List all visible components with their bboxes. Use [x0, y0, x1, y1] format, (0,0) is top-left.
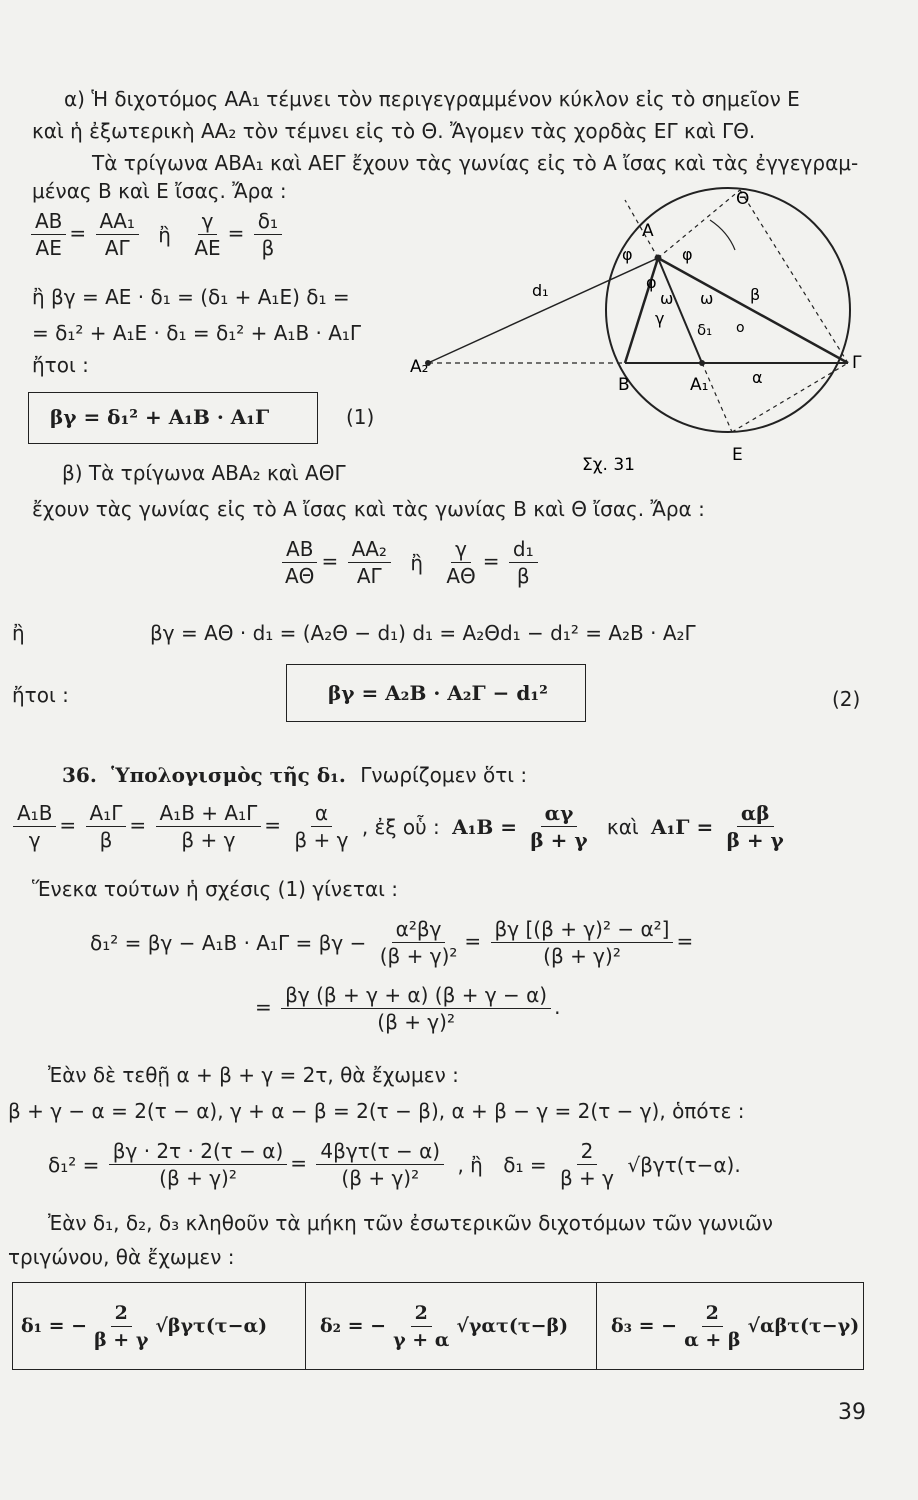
- equation-line: = δ₁² + Α₁Ε · δ₁ = δ₁² + Α₁Β · Α₁Γ: [32, 321, 362, 345]
- equation-line: β + γ − α = 2(τ − α), γ + α − β = 2(τ − β), α + β − γ = 2(τ − γ), ὁπότε :: [8, 1099, 745, 1123]
- chord-ThG: [740, 190, 848, 363]
- side-AG: [658, 258, 848, 363]
- paragraph-line: Ἐὰν δὲ τεθῇ α + β + γ = 2τ, θὰ ἔχωμεν :: [48, 1063, 459, 1087]
- chord-EG: [732, 363, 848, 432]
- paragraph-line: Ἐὰν δ₁, δ₂, δ₃ κληθοῦν τὰ μήκη τῶν ἐσωτερικῶν διχοτόμων τῶν γωνιῶν: [48, 1211, 773, 1235]
- extension-AO: [658, 190, 740, 258]
- proportion-formula-1: $\frac{AB}{AE}$ = $\frac{\text{ΑΑ₁}}{A\Gamma}$ ἢ $\frac{\gamma}{AE}$ = $\frac{\text{δ₁}}{\beta}$: [28, 208, 285, 261]
- geometry-figure: [410, 180, 880, 480]
- external-bisector-AA2: [428, 258, 658, 363]
- label-center: ο: [736, 320, 745, 336]
- label-E: Ε: [732, 445, 743, 465]
- label-d1: d₁: [532, 281, 549, 300]
- angle-arc: [710, 220, 735, 250]
- paragraph-line: τριγώνου, θὰ ἔχωμεν :: [8, 1245, 235, 1269]
- label-beta: β: [750, 285, 761, 304]
- label-G: Γ: [852, 353, 862, 373]
- label-omega-1: ω: [660, 289, 674, 308]
- paragraph-line: Ἕνεκα τούτων ἡ σχέσις (1) γίνεται :: [32, 877, 399, 901]
- paragraph-line: Τὰ τρίγωνα ΑΒΑ₁ καὶ ΑΕΓ ἔχουν τὰς γωνίας εἰς τὸ Α ἴσας καὶ τὰς ἐγγεγραμ-: [92, 151, 859, 175]
- bisector-table: [12, 1282, 864, 1370]
- paragraph-line: καὶ ἡ ἐξωτερικὴ ΑΑ₂ τὸν τέμνει εἰς τὸ Θ. Ἄγομεν τὰς χορδὰς ΕΓ καὶ ΓΘ.: [32, 119, 756, 143]
- label-omega-2: ω: [700, 289, 714, 308]
- equation-line: βγ = ΑΘ · d₁ = (Α₂Θ − d₁) d₁ = Α₂Θd₁ − d₁² = Α₂Β · Α₂Γ: [150, 621, 696, 645]
- paragraph-line: α) Ἡ διχοτόμος ΑΑ₁ τέμνει τὸν περιγεγραμμένον κύκλον εἰς τὸ σημεῖον Ε: [64, 87, 800, 111]
- label-A2: Α₂: [410, 357, 429, 377]
- point-A: [655, 255, 662, 262]
- ratio-formula: $\frac{\text{Α₁Β}}{\gamma}$ = $\frac{\text{Α₁Γ}}{\beta}$ = $\frac{\text{Α₁Β + Α₁Γ}}{\beta + \gamma}$ = $\frac{\alpha}{\beta + \gamma}$ , ἐξ οὗ : Α₁Β = $\frac{\alpha\gamma}{\beta + \gamma}$ καὶ Α₁Γ = $\frac{\alpha\beta}{\beta + \gamma}$: [10, 800, 791, 853]
- label-Th: Θ: [736, 189, 750, 209]
- table-cell: δ₃ = − $\frac{2}{\alpha + \beta}$ √αβτ(τ−γ): [611, 1301, 860, 1351]
- equation-line: ἤτοι :: [32, 353, 89, 377]
- proportion-formula-2: $\frac{AB}{A\Theta}$ = $\frac{\text{ΑΑ₂}}{A\Gamma}$ ἢ $\frac{\gamma}{A\Theta}$ = $\frac{\text{d₁}}{\beta}$: [278, 536, 541, 589]
- bisector-formula: δ₁² = $\frac{\beta\gamma \cdot 2\tau \cdot 2(\tau - \alpha)}{\text{(β + γ)²}}$ = 4βγτ(τ − α) (β + γ)² , ἢ δ₁ = $\frac{2}{\beta + \gamma}$ √βγτ(τ−α).: [48, 1139, 741, 1190]
- label-delta1: δ₁: [697, 321, 713, 339]
- derivation-formula-continued: = $\frac{\beta\gamma (\beta + \gamma + \alpha) (\beta + \gamma - \alpha)}{\text{(β + γ)²}}$ .: [255, 983, 561, 1034]
- paragraph-line: β) Τὰ τρίγωνα ΑΒΑ₂ καὶ ΑΘΓ: [62, 461, 346, 485]
- label-B: Β: [618, 375, 630, 395]
- equation-line: ἤτοι :: [12, 683, 69, 707]
- paragraph-line: μένας Β καὶ Ε ἴσας. Ἄρα :: [32, 179, 287, 203]
- point-A1: [699, 360, 705, 366]
- bisector-AA1: [658, 258, 702, 363]
- table-cell: δ₂ = − $\frac{2}{\gamma + \alpha}$ √γατ(τ−β): [306, 1283, 597, 1369]
- equation-number: (2): [832, 687, 861, 711]
- boxed-equation-1-text: βγ = δ₁² + Α₁Β · Α₁Γ: [50, 405, 270, 429]
- label-A: Α: [642, 221, 654, 241]
- label-phi-2: φ: [682, 245, 693, 264]
- page-number: 39: [838, 1400, 866, 1425]
- figure-caption: Σχ. 31: [582, 455, 636, 475]
- label-alpha: α: [752, 368, 763, 387]
- equation-prefix: ἢ: [12, 621, 25, 645]
- label-phi-1: φ: [622, 245, 633, 264]
- paragraph-line: ἔχουν τὰς γωνίας εἰς τὸ Α ἴσας καὶ τὰς γωνίας Β καὶ Θ ἴσας. Ἄρα :: [32, 497, 705, 521]
- label-gamma: γ: [655, 309, 665, 328]
- section-heading: 36. Ὑπολογισμὸς τῆς δ₁. Γνωρίζομεν ὅτι :: [62, 763, 528, 787]
- table-cell: δ₁ = − $\frac{2}{\beta + \gamma}$ √βγτ(τ−α): [13, 1283, 306, 1369]
- label-phi-3: φ: [646, 273, 657, 292]
- label-A1: Α₁: [690, 375, 709, 395]
- bisector-extension: [702, 363, 732, 432]
- equation-number: (1): [346, 405, 375, 429]
- derivation-formula: δ₁² = βγ − Α₁Β · Α₁Γ = βγ − $\frac{\text{α²βγ}}{\text{(β + γ)²}}$ = $\frac{\text{βγ [(β + γ)² − α²]}}{\text{(β + γ)²}}$ =: [90, 917, 694, 968]
- boxed-equation-2-text: βγ = Α₂Β · Α₂Γ − d₁²: [328, 681, 548, 705]
- equation-line: ἢ βγ = ΑΕ · δ₁ = (δ₁ + Α₁Ε) δ₁ =: [32, 285, 350, 309]
